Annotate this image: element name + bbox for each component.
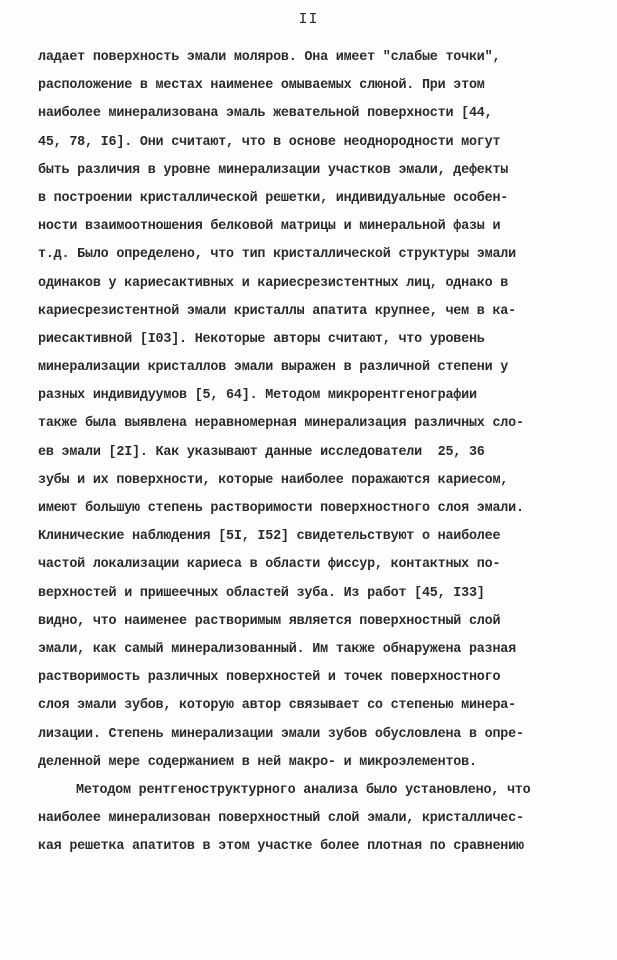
text-line: ладает поверхность эмали моляров. Она имеет "слабые точки",: [38, 50, 501, 65]
text-line: быть различия в уровне минерализации участков эмали, дефекты: [38, 162, 509, 178]
text-line: зубы и их поверхности, которые наиболее поражаются кариесом,: [38, 472, 509, 488]
text-line: наиболее минерализована эмаль жевательной поверхности [44,: [38, 106, 493, 122]
page-number: II: [298, 11, 319, 28]
body-text: [38, 44, 578, 861]
text-line: разных индивидуумов [5, 64]. Методом микрорентгенографии: [38, 388, 477, 404]
text-line: ности взаимоотношения белковой матрицы и минеральной фазы и: [38, 219, 501, 235]
text-line: слоя эмали зубов, которую автор связывает со степенью минера-: [38, 698, 516, 714]
text-line: одинаков у кариесактивных и кариесрезистентных лиц, однако в: [38, 275, 509, 291]
text-line: 45, 78, I6]. Они считают, что в основе неоднородности могут: [38, 134, 501, 150]
text-line: ев эмали [2I]. Как указывают данные исследователи 25, 36: [38, 444, 485, 460]
paragraph-start-line: Методом рентгеноструктурного анализа было установлено, что: [76, 782, 531, 798]
text-line: в построении кристаллической решетки, индивидуальные особен-: [38, 190, 509, 206]
text-line: кая решетка апатитов в этом участке более плотная по сравнению: [38, 839, 524, 855]
text-line: т.д. Было определено, что тип кристаллической структуры эмали: [38, 247, 516, 263]
text-line: лизации. Степень минерализации эмали зубов обусловлена в опре-: [38, 726, 524, 742]
text-line: кариесрезистентной эмали кристаллы апатита крупнее, чем в ка-: [38, 303, 516, 319]
text-line: растворимость различных поверхностей и точек поверхностного: [38, 670, 501, 686]
text-line: расположение в местах наименее омываемых слюной. При этом: [38, 78, 485, 94]
text-line: видно, что наименее растворимым является поверхностный слой: [38, 613, 501, 629]
text-line: имеют большую степень растворимости поверхностного слоя эмали.: [38, 501, 524, 516]
text-line: частой локализации кариеса в области фиссур, контактных по-: [38, 557, 501, 573]
text-line: деленной мере содержанием в ней макро- и микроэлементов.: [38, 754, 477, 770]
text-line: риесактивной [I03]. Некоторые авторы считают, что уровень: [38, 331, 485, 347]
text-line: Клинические наблюдения [5I, I52] свидетельствуют о наиболее: [38, 529, 501, 545]
text-line: наиболее минерализован поверхностный слой эмали, кристалличес-: [38, 811, 524, 827]
text-line: верхностей и пришеечных областей зуба. Из работ [45, I33]: [38, 585, 485, 601]
text-line: также была выявлена неравномерная минерализация различных сло-: [38, 416, 524, 432]
text-line: эмали, как самый минерализованный. Им также обнаружена разная: [38, 641, 516, 657]
text-line: минерализации кристаллов эмали выражен в различной степени у: [38, 360, 509, 376]
